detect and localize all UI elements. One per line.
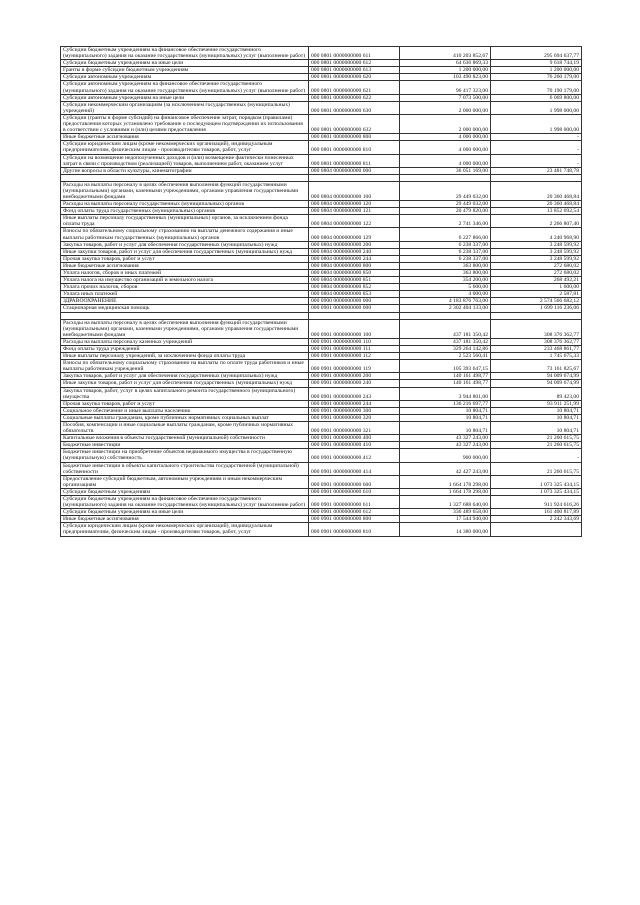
row-code-cell: 000 0901 0000000000 400: [309, 435, 400, 442]
row-code-cell: 000 0801 0000000000 811: [309, 154, 400, 167]
executed-amount-cell: 76 260 179,00: [491, 74, 582, 81]
row-code-cell: 000 0804 0000000000 852: [309, 284, 400, 291]
row-code-cell: 000 0901 0000000000 610: [309, 488, 400, 495]
executed-amount-cell: -: [491, 134, 582, 141]
table-row: [61, 141, 582, 154]
row-name-cell: Расходы на выплаты персоналу казенных учреждений: [61, 338, 309, 345]
table-row: [61, 291, 582, 298]
row-code-cell: 000 0901 0000000000 410: [309, 442, 400, 449]
row-name-cell: Уплата налога на имущество организаций и земельного налога: [61, 277, 309, 284]
executed-amount-cell: 10 804,71: [491, 421, 582, 434]
row-name-cell: Бюджетные инвестиции в объекты капитального строительства государственной (муниципальной) собственности: [61, 462, 309, 475]
row-code-cell: 000 0901 0000000000 300: [309, 407, 400, 414]
executed-amount-cell: -: [491, 449, 582, 462]
executed-amount-cell: 73 161 825,67: [491, 360, 582, 373]
row-code-cell: 000 0901 0000000000 612: [309, 509, 400, 516]
executed-amount-cell: 94 009 674,99: [491, 373, 582, 380]
row-code-cell: 000 0804 0000000000 129: [309, 228, 400, 241]
approved-amount-cell: 140 161 498,77: [400, 380, 491, 387]
row-name-cell: Уплата налогов, сборов и иных платежей: [61, 270, 309, 277]
table-row: [61, 114, 582, 133]
row-code-cell: 000 0901 0000000000 000: [309, 305, 400, 312]
table-row: [61, 421, 582, 434]
row-name-cell: Бюджетные инвестиции: [61, 442, 309, 449]
row-code-cell: 000 0901 0000000000 110: [309, 338, 400, 345]
executed-amount-cell: 2 587,81: [491, 291, 582, 298]
row-code-cell: 000 0801 0000000000 613: [309, 67, 400, 74]
row-name-cell: Иные бюджетные ассигнования: [61, 262, 309, 269]
approved-amount-cell: 6 227 866,00: [400, 228, 491, 241]
table-row: [61, 407, 582, 414]
executed-amount-cell: 2 574 566 682,12: [491, 298, 582, 305]
table-row: [61, 255, 582, 262]
budget-report-page: [60, 46, 581, 537]
row-name-cell: Субсидии автономным учреждениям: [61, 74, 309, 81]
spacer-cell: [61, 312, 309, 319]
table-row: [61, 400, 582, 407]
approved-amount-cell: 105 393 647,15: [400, 360, 491, 373]
executed-amount-cell: 272 680,02: [491, 270, 582, 277]
row-code-cell: 000 0901 0000000000 414: [309, 462, 400, 475]
row-code-cell: 000 0901 0000000000 100: [309, 319, 400, 338]
spacer-cell: [491, 312, 582, 319]
table-row: [61, 380, 582, 387]
row-name-cell: Расходы на выплаты персоналу в целях обеспечения выполнения функций государственными (муниципальными) органами, казенными учреждениями, органами управления государственными внебюджетными фондами: [61, 319, 309, 338]
row-code-cell: 000 0804 0000000000 851: [309, 277, 400, 284]
row-code-cell: 000 0801 0000000000 630: [309, 101, 400, 114]
row-code-cell: 000 0801 0000000000 622: [309, 94, 400, 101]
approved-amount-cell: 1 200 000,00: [400, 67, 491, 74]
row-code-cell: 000 0804 0000000000 122: [309, 215, 400, 228]
approved-amount-cell: 10 804,71: [400, 421, 491, 434]
row-name-cell: Закупка товаров, работ, услуг в целях капитального ремонта государственного (муниципального) имущества: [61, 387, 309, 400]
approved-amount-cell: 140 161 498,77: [400, 373, 491, 380]
approved-amount-cell: 64 636 869,33: [400, 60, 491, 67]
row-code-cell: 000 0901 0000000000 600: [309, 475, 400, 488]
row-code-cell: 000 0901 0000000000 244: [309, 400, 400, 407]
table-row: [61, 208, 582, 215]
row-name-cell: Иные выплаты персоналу учреждений, за исключением фонда оплаты труда: [61, 353, 309, 360]
executed-amount-cell: 911 924 616,26: [491, 496, 582, 509]
row-code-cell: 000 0901 0000000000 611: [309, 496, 400, 509]
table-row: [61, 523, 582, 536]
row-name-cell: Бюджетные инвестиции на приобретение объектов недвижимого имущества в государственную (муниципальную) собственность: [61, 449, 309, 462]
approved-amount-cell: 43 327 243,00: [400, 435, 491, 442]
row-code-cell: 000 0801 0000000000 620: [309, 74, 400, 81]
executed-amount-cell: 21 260 615,75: [491, 462, 582, 475]
row-name-cell: Расходы на выплаты персоналу в целях обеспечения выполнения функций государственными (муниципальными) органами, казенными учреждениями, органами управления государственными внебюджетными фондами: [61, 181, 309, 200]
table-row: [61, 496, 582, 509]
row-name-cell: Фонд оплаты труда учреждений: [61, 345, 309, 352]
approved-amount-cell: 103 490 823,00: [400, 74, 491, 81]
table-row: [61, 509, 582, 516]
table-row: [61, 228, 582, 241]
approved-amount-cell: 43 327 243,00: [400, 442, 491, 449]
table-row: [61, 47, 582, 60]
row-code-cell: 000 0804 0000000000 200: [309, 241, 400, 248]
executed-amount-cell: 2 242 343,69: [491, 516, 582, 523]
approved-amount-cell: 20 479 820,00: [400, 208, 491, 215]
row-name-cell: Социальные выплаты гражданам, кроме публичных нормативных социальных выплат: [61, 414, 309, 421]
row-name-cell: Социальное обеспечение и иные выплаты населению: [61, 407, 309, 414]
table-row: [61, 462, 582, 475]
table-row: [61, 516, 582, 523]
approved-amount-cell: 437 181 350,42: [400, 319, 491, 338]
row-code-cell: 000 0804 0000000000 240: [309, 248, 400, 255]
table-row: [61, 442, 582, 449]
executed-amount-cell: 2 266 807,40: [491, 215, 582, 228]
row-code-cell: 000 0804 0000000000 850: [309, 270, 400, 277]
executed-amount-cell: 70 190 179,00: [491, 81, 582, 94]
executed-amount-cell: 1 998 000,00: [491, 114, 582, 133]
spacer-cell: [61, 174, 309, 181]
row-code-cell: 000 0804 0000000000 100: [309, 181, 400, 200]
table-row: [61, 154, 582, 167]
executed-amount-cell: 9 618 744,19: [491, 60, 582, 67]
row-name-cell: Субсидии некоммерческим организациям (за исключением государственных (муниципальных) учреждений): [61, 101, 309, 114]
spacer-row: [61, 312, 582, 319]
row-name-cell: Взносы по обязательному социальному страхованию на выплаты денежного содержания и иные выплаты работникам государственных (муниципальных) органов: [61, 228, 309, 241]
approved-amount-cell: 6 238 337,00: [400, 248, 491, 255]
table-row: [61, 241, 582, 248]
table-row: [61, 181, 582, 200]
executed-amount-cell: 21 260 615,75: [491, 435, 582, 442]
approved-amount-cell: 17 544 940,00: [400, 516, 491, 523]
table-row: [61, 94, 582, 101]
approved-amount-cell: 14 380 000,00: [400, 523, 491, 536]
table-row: [61, 167, 582, 174]
row-name-cell: Капитальные вложения в объекты государственной (муниципальной) собственности: [61, 435, 309, 442]
approved-amount-cell: 4 000,00: [400, 291, 491, 298]
approved-amount-cell: 1 664 178 298,00: [400, 488, 491, 495]
row-name-cell: Иные выплаты персоналу государственных (муниципальных) органов, за исключением фонда оплаты труда: [61, 215, 309, 228]
approved-amount-cell: 96 417 323,00: [400, 81, 491, 94]
spacer-cell: [491, 174, 582, 181]
row-name-cell: Уплата иных платежей: [61, 291, 309, 298]
executed-amount-cell: 1 998 000,00: [491, 101, 582, 114]
table-row: [61, 353, 582, 360]
executed-amount-cell: 1 073 325 434,15: [491, 475, 582, 488]
executed-amount-cell: 3 248 599,92: [491, 241, 582, 248]
row-name-cell: Субсидии юридическим лицам (кроме некоммерческих организаций), индивидуальным предпринимателям, физическим лицам - производителям товаров, работ, услуг: [61, 141, 309, 154]
approved-amount-cell: 29 449 032,00: [400, 201, 491, 208]
table-row: [61, 360, 582, 373]
row-code-cell: 000 0901 0000000000 412: [309, 449, 400, 462]
executed-amount-cell: 6 069 800,00: [491, 94, 582, 101]
approved-amount-cell: 136 216 697,77: [400, 400, 491, 407]
executed-amount-cell: 93 911 251,99: [491, 400, 582, 407]
row-name-cell: Субсидии бюджетным учреждениям на иные цели: [61, 60, 309, 67]
row-name-cell: ЗДРАВООХРАНЕНИЕ: [61, 298, 309, 305]
row-code-cell: 000 0900 0000000000 000: [309, 298, 400, 305]
table-row: [61, 305, 582, 312]
row-name-cell: Иные закупки товаров, работ и услуг для обеспечения государственных (муниципальных) нужд: [61, 380, 309, 387]
executed-amount-cell: 1 200 000,00: [491, 67, 582, 74]
row-code-cell: 000 0901 0000000000 119: [309, 360, 400, 373]
approved-amount-cell: 4 000 000,00: [400, 154, 491, 167]
row-name-cell: Предоставление субсидий бюджетным, автономным учреждениям и иным некоммерческим организациям: [61, 475, 309, 488]
executed-amount-cell: 1 600,00: [491, 284, 582, 291]
approved-amount-cell: 29 449 032,00: [400, 181, 491, 200]
row-code-cell: 000 0804 0000000000 000: [309, 167, 400, 174]
executed-amount-cell: 295 694 637,77: [491, 47, 582, 60]
approved-amount-cell: 354 200,00: [400, 277, 491, 284]
row-code-cell: 000 0901 0000000000 243: [309, 387, 400, 400]
executed-amount-cell: 1 745 675,33: [491, 353, 582, 360]
row-code-cell: 000 0801 0000000000 612: [309, 60, 400, 67]
executed-amount-cell: 1 699 116 236,06: [491, 305, 582, 312]
executed-amount-cell: 20 360 468,84: [491, 181, 582, 200]
table-row: [61, 319, 582, 338]
approved-amount-cell: 36 051 169,00: [400, 167, 491, 174]
executed-amount-cell: 161 400 817,89: [491, 509, 582, 516]
spacer-cell: [309, 312, 400, 319]
row-code-cell: 000 0804 0000000000 244: [309, 255, 400, 262]
table-row: [61, 74, 582, 81]
row-name-cell: Субсидии автономным учреждениям на финансовое обеспечение государственного (муниципального) задания на оказание государственных (муниципальных) услуг (выполнение работ): [61, 81, 309, 94]
row-code-cell: 000 0901 0000000000 800: [309, 516, 400, 523]
row-name-cell: Уплата прочих налогов, сборов: [61, 284, 309, 291]
executed-amount-cell: 272 680,02: [491, 262, 582, 269]
table-row: [61, 414, 582, 421]
row-name-cell: Расходы на выплаты персоналу государственных (муниципальных) органов: [61, 201, 309, 208]
approved-amount-cell: 900 000,00: [400, 449, 491, 462]
table-row: [61, 449, 582, 462]
approved-amount-cell: 10 804,71: [400, 414, 491, 421]
row-code-cell: 000 0901 0000000000 240: [309, 380, 400, 387]
approved-amount-cell: 2 000 000,00: [400, 114, 491, 133]
executed-amount-cell: -: [491, 141, 582, 154]
row-name-cell: Субсидии бюджетным учреждениям на иные цели: [61, 509, 309, 516]
row-name-cell: Субсидии юридическим лицам (кроме некоммерческих организаций), индивидуальным предпринимателям, физическим лицам - производителям товаров, работ, услуг: [61, 523, 309, 536]
table-row: [61, 81, 582, 94]
executed-amount-cell: 20 360 468,84: [491, 201, 582, 208]
executed-amount-cell: 268 492,21: [491, 277, 582, 284]
table-row: [61, 338, 582, 345]
executed-amount-cell: 1 073 325 434,15: [491, 488, 582, 495]
table-row: [61, 60, 582, 67]
row-name-cell: Стационарная медицинская помощь: [61, 305, 309, 312]
approved-amount-cell: 7 073 500,00: [400, 94, 491, 101]
approved-amount-cell: 4 000 000,00: [400, 134, 491, 141]
approved-amount-cell: 363 800,00: [400, 262, 491, 269]
row-name-cell: Иные закупки товаров, работ и услуг для обеспечения государственных (муниципальных) нужд: [61, 248, 309, 255]
approved-amount-cell: 10 804,71: [400, 407, 491, 414]
approved-amount-cell: 6 238 337,00: [400, 255, 491, 262]
row-code-cell: 000 0804 0000000000 800: [309, 262, 400, 269]
row-name-cell: Фонд оплаты труда государственных (муниципальных) органов: [61, 208, 309, 215]
approved-amount-cell: 2 302 404 133,00: [400, 305, 491, 312]
approved-amount-cell: 2 000 000,00: [400, 101, 491, 114]
executed-amount-cell: [491, 523, 582, 536]
table-row: [61, 101, 582, 114]
spacer-cell: [400, 174, 491, 181]
executed-amount-cell: 21 260 615,75: [491, 442, 582, 449]
approved-amount-cell: 336 489 658,00: [400, 509, 491, 516]
table-row: [61, 387, 582, 400]
table-row: [61, 215, 582, 228]
table-row: [61, 373, 582, 380]
approved-amount-cell: 3 944 801,00: [400, 387, 491, 400]
table-row: [61, 67, 582, 74]
row-name-cell: Субсидии на возмещение недополученных доходов и (или) возмещение фактически понесенных затрат в связи с производством (реализацией) товаров, выполнением работ, оказанием услуг: [61, 154, 309, 167]
row-code-cell: 000 0804 0000000000 121: [309, 208, 400, 215]
approved-amount-cell: 4 183 876 763,00: [400, 298, 491, 305]
budget-expenditure-table: [60, 46, 582, 537]
row-name-cell: Гранты в форме субсидии бюджетным учреждениям: [61, 67, 309, 74]
approved-amount-cell: 329 264 142,86: [400, 345, 491, 352]
table-row: [61, 345, 582, 352]
approved-amount-cell: 1 327 688 640,00: [400, 496, 491, 509]
approved-amount-cell: 437 181 350,42: [400, 338, 491, 345]
table-row: [61, 475, 582, 488]
row-name-cell: Другие вопросы в области культуры, кинематографии: [61, 167, 309, 174]
table-row: [61, 134, 582, 141]
row-code-cell: 000 0901 0000000000 810: [309, 523, 400, 536]
approved-amount-cell: 5 600,00: [400, 284, 491, 291]
table-row: [61, 248, 582, 255]
row-code-cell: 000 0801 0000000000 810: [309, 141, 400, 154]
table-row: [61, 435, 582, 442]
approved-amount-cell: 2 523 560,41: [400, 353, 491, 360]
approved-amount-cell: 363 800,00: [400, 270, 491, 277]
row-code-cell: 000 0801 0000000000 621: [309, 81, 400, 94]
executed-amount-cell: -: [491, 154, 582, 167]
spacer-cell: [309, 174, 400, 181]
table-row: [61, 284, 582, 291]
spacer-cell: [400, 312, 491, 319]
row-name-cell: Субсидии бюджетным учреждениям на финансовое обеспечение государственного (муниципального) задания на оказание государственных (муниципальных) услуг (выполнение работ): [61, 47, 309, 60]
row-name-cell: Взносы по обязательному социальному страхованию на выплаты по оплате труда работников и иные выплаты работникам учреждений: [61, 360, 309, 373]
row-code-cell: 000 0901 0000000000 321: [309, 421, 400, 434]
table-row: [61, 277, 582, 284]
row-name-cell: Субсидии (гранты в форме субсидий) на финансовое обеспечение затрат, порядком (правилами) предоставления которых установлено требование о последующем подтверждении их использования в соответствии с условиями и (или) целями предоставления: [61, 114, 309, 133]
executed-amount-cell: 94 009 674,99: [491, 380, 582, 387]
row-code-cell: 000 0801 0000000000 611: [309, 47, 400, 60]
row-name-cell: Прочая закупка товаров, работ и услуг: [61, 400, 309, 407]
row-name-cell: Иные бюджетные ассигнования: [61, 516, 309, 523]
executed-amount-cell: 308 376 362,77: [491, 319, 582, 338]
row-code-cell: 000 0801 0000000000 632: [309, 114, 400, 133]
row-name-cell: Иные бюджетные ассигнования: [61, 134, 309, 141]
row-name-cell: Закупка товаров, работ и услуг для обеспечения государственных (муниципальных) нужд: [61, 373, 309, 380]
table-row: [61, 270, 582, 277]
executed-amount-cell: 89 423,00: [491, 387, 582, 400]
row-name-cell: Субсидии бюджетным учреждениям на финансовое обеспечение государственного (муниципального) задания на оказание государственных (муниципальных) услуг (выполнение работ): [61, 496, 309, 509]
row-code-cell: 000 0804 0000000000 120: [309, 201, 400, 208]
table-row: [61, 298, 582, 305]
row-name-cell: Закупка товаров, работ и услуг для обеспечения государственных (муниципальных) нужд: [61, 241, 309, 248]
row-name-cell: Субсидии автономным учреждениям на иные цели: [61, 94, 309, 101]
approved-amount-cell: 4 000 000,00: [400, 141, 491, 154]
row-code-cell: 000 0804 0000000000 853: [309, 291, 400, 298]
table-row: [61, 201, 582, 208]
row-code-cell: 000 0901 0000000000 200: [309, 373, 400, 380]
executed-amount-cell: 308 376 362,77: [491, 338, 582, 345]
executed-amount-cell: 3 248 599,92: [491, 248, 582, 255]
spacer-row: [61, 174, 582, 181]
row-name-cell: Прочая закупка товаров, работ и услуг: [61, 255, 309, 262]
table-row: [61, 262, 582, 269]
executed-amount-cell: 10 804,71: [491, 414, 582, 421]
approved-amount-cell: 1 664 178 298,00: [400, 475, 491, 488]
approved-amount-cell: 410 203 852,67: [400, 47, 491, 60]
executed-amount-cell: 4 240 968,90: [491, 228, 582, 241]
executed-amount-cell: 10 804,71: [491, 407, 582, 414]
row-name-cell: Пособия, компенсации и иные социальные выплаты гражданам, кроме публичных нормативных обязательств: [61, 421, 309, 434]
executed-amount-cell: 233 468 861,77: [491, 345, 582, 352]
row-code-cell: 000 0801 0000000000 800: [309, 134, 400, 141]
row-name-cell: Субсидии бюджетным учреждениям: [61, 488, 309, 495]
table-row: [61, 488, 582, 495]
approved-amount-cell: 42 427 243,00: [400, 462, 491, 475]
executed-amount-cell: 3 248 599,92: [491, 255, 582, 262]
row-code-cell: 000 0901 0000000000 320: [309, 414, 400, 421]
executed-amount-cell: 13 852 692,54: [491, 208, 582, 215]
row-code-cell: 000 0901 0000000000 112: [309, 353, 400, 360]
executed-amount-cell: 23 481 748,78: [491, 167, 582, 174]
approved-amount-cell: 6 238 337,00: [400, 241, 491, 248]
approved-amount-cell: 2 741 346,00: [400, 215, 491, 228]
row-code-cell: 000 0901 0000000000 111: [309, 345, 400, 352]
